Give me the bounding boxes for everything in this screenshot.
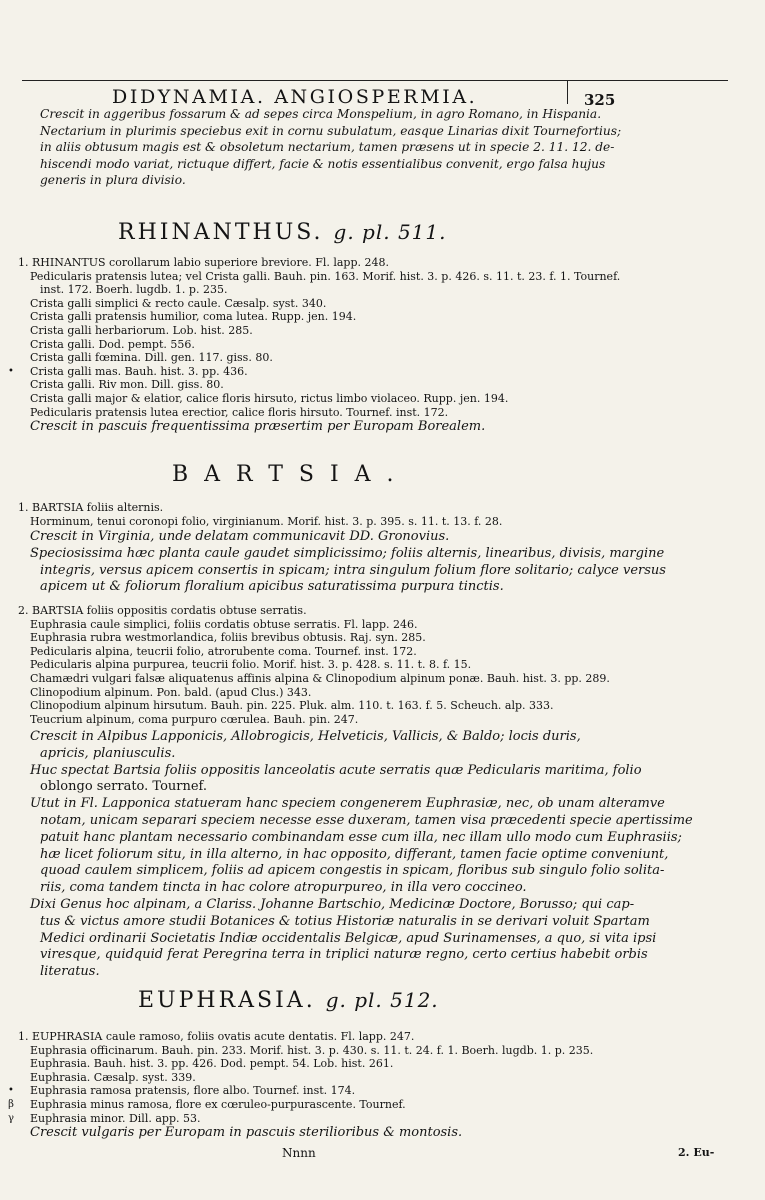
entry-line: Clinopodium alpinum hirsutum. Bauh. pin. 225. Pluk. alm. 110. t. 163. f. 5. Scheuch. alp. 333. <box>30 699 554 713</box>
entry-line: Clinopodium alpinum. Pon. bald. (apud Clus.) 343. <box>30 685 312 699</box>
entry-line: Crista galli. Dod. pempt. 556. <box>30 337 195 351</box>
entry-line: 1. RHINANTUS corollarum labio superiore breviore. Fl. lapp. 248. <box>18 256 389 269</box>
species-name: 2. BARTSIA foliis oppositis cordatis obtuse serratis. <box>18 604 307 617</box>
habitat-note: Crescit in pascuis frequentissima præsertim per Europam Borealem. <box>30 419 486 435</box>
entry-line: inst. 172. Boerh. lugdb. 1. p. 235. <box>40 283 228 297</box>
note-line: oblongo serrato. Tournef. <box>40 779 208 795</box>
note-line: quoad caulem simplicem, foliis ad apicem congestis in spicam, floribus sub singulo folio solita- <box>40 863 665 879</box>
note-line: patuit hanc plantam necessario combinandam esse cum illa, nec illam ullo modo cum Euphrasiis; <box>40 829 682 845</box>
habitat-note: Crescit vulgaris per Europam in pascuis sterilioribus & montosis. <box>30 1125 463 1141</box>
genus-name: RHINANTHUS. <box>118 220 324 245</box>
note-line: Medici ordinarii Societatis Indiæ occidentalis Belgicæ, apud Surinamenses, a quo, si vita ipsi <box>40 930 657 946</box>
genus-name: BARTSIA. <box>172 462 410 487</box>
genus-reference: g. pl. 512. <box>325 988 439 1012</box>
entry-line: • Euphrasia ramosa pratensis, flore albo. Tournef. inst. 174. <box>18 1084 733 1098</box>
bartsia-species-1-notes <box>18 529 733 596</box>
intro-line: in aliis obtusum magis est & obsoletum nectarium, tamen præsens ut in specie 2. 11. 12. de- <box>40 140 615 154</box>
genus-heading-rhinanthus <box>118 220 446 245</box>
header-divider <box>567 80 568 104</box>
note-line: notam, unicam separari speciem necesse esse duxeram, tamen visa præcedenti specie apertissime <box>40 812 693 828</box>
entry-line: Crista galli fœmina. Dill. gen. 117. giss. 80. <box>30 351 273 365</box>
entry-line: Euphrasia rubra westmorlandica, foliis brevibus obtusis. Raj. syn. 285. <box>30 631 426 645</box>
entry-marker: γ <box>8 1112 14 1124</box>
entry-line: Euphrasia. Cæsalp. syst. 339. <box>30 1070 196 1084</box>
intro-line: Crescit in aggeribus fossarum & ad sepes circa Monspelium, in agro Romano, in Hispania. <box>40 107 602 121</box>
entry-line: 1. EUPHRASIA caule ramoso, foliis ovatis acute dentatis. Fl. lapp. 247. <box>18 1030 415 1043</box>
entry-line: • Crista galli mas. Bauh. hist. 3. pp. 436. <box>18 365 733 379</box>
entry-line: Crista galli herbariorum. Lob. hist. 285. <box>30 323 253 337</box>
note-line: riis, coma tandem tincta in hac colore atropurpureo, in illa vero coccineo. <box>40 880 527 896</box>
genus-heading-bartsia <box>172 462 410 487</box>
entry-line: Crista galli major & elatior, calice floris hirsuto, rictus limbo violaceo. Rupp. jen. 194. <box>30 391 509 405</box>
entry-line: Crista galli pratensis humilior, coma lutea. Rupp. jen. 194. <box>30 310 357 324</box>
species-name: 1. BARTSIA foliis alternis. <box>18 501 164 514</box>
entry-line: Pedicularis alpina purpurea, teucrii folio. Morif. hist. 3. p. 428. s. 11. t. 8. f. 15. <box>30 658 472 672</box>
note-line: tus & victus amore studii Botanices & totius Historiæ naturalis in se derivari voluit Spartam <box>40 913 650 929</box>
entry-line: Horminum, tenui coronopi folio, virginianum. Morif. hist. 3. p. 395. s. 11. t. 13. f. 28. <box>30 514 503 528</box>
rhinanthus-entries <box>8 256 733 436</box>
note-line: Crescit in Alpibus Lapponicis, Allobrogicis, Helveticis, Vallicis, & Baldo; locis duris, <box>30 729 581 744</box>
bartsia-species-2-notes <box>18 729 733 981</box>
entry-line: γ Euphrasia minor. Dill. app. 53. <box>8 1111 201 1125</box>
bartsia-species-2 <box>18 604 733 726</box>
note-line: Utut in Fl. Lapponica statueram hanc speciem congenerem Euphrasiæ, nec, ob unam alteramve <box>30 796 665 812</box>
entry-line: Teucrium alpinum, coma purpuro cœrulea. Bauh. pin. 247. <box>30 712 359 726</box>
running-header <box>22 80 728 108</box>
note-line: apicem ut & foliorum floralium apicibus saturatissima purpura tinctis. <box>40 579 504 595</box>
note-line: literatus. <box>40 964 100 980</box>
note-line: Dixi Genus hoc alpinam, a Clariss. Johanne Bartschio, Medicinæ Doctore, Borusso; qui cap- <box>30 896 635 912</box>
entry-line: Euphrasia. Bauh. hist. 3. pp. 426. Dod. pempt. 54. Lob. hist. 261. <box>30 1057 394 1071</box>
intro-line: generis in plura divisio. <box>40 173 186 187</box>
entry-line: Crista galli. Riv mon. Dill. giss. 80. <box>30 378 224 392</box>
note-line: Speciosissima hæc planta caule gaudet simplicissimo; foliis alternis, linearibus, divisis, margine <box>30 545 665 561</box>
entry-marker: • <box>8 1085 14 1097</box>
genus-reference: g. pl. 511. <box>333 220 447 244</box>
entry-line: Euphrasia caule simplici, foliis cordatis obtuse serratis. Fl. lapp. 246. <box>30 617 418 631</box>
header-title: DIDYNAMIA. ANGIOSPERMIA. <box>112 86 478 108</box>
entry-line: β Euphrasia minus ramosa, flore ex cœruleo-purpurascente. Tournef. <box>18 1098 733 1112</box>
entry-line: Pedicularis pratensis lutea; vel Crista galli. Bauh. pin. 163. Morif. hist. 3. p. 426. s. 11. t. 23. f. 1. Tournef. <box>30 269 621 283</box>
note-line: Huc spectat Bartsia foliis oppositis lanceolatis acute serratis quæ Pedicularis maritima, folio <box>30 762 642 778</box>
signature-mark: Nnnn <box>282 1146 316 1160</box>
entry-line: Crista galli simplici & recto caule. Cæsalp. syst. 340. <box>30 296 327 310</box>
genus-name: EUPHRASIA. <box>138 988 316 1013</box>
page-number: 325 <box>584 91 616 109</box>
intro-paragraph <box>40 106 720 189</box>
catchword: 2. Eu- <box>678 1146 715 1159</box>
header-rule <box>22 80 728 81</box>
entry-marker: • <box>8 365 14 377</box>
note-line: integris, versus apicem consertis in spicam; intra singulum folium flore solitario; calyce versus <box>40 562 666 578</box>
entry-line: Pedicularis alpina, teucrii folio, atrorubente coma. Tournef. inst. 172. <box>30 644 417 658</box>
note-line: Crescit in Virginia, unde delatam communicavit DD. Gronovius. <box>30 529 450 544</box>
entry-line: Chamædri vulgari falsæ aliquatenus affinis alpina & Clinopodium alpinum ponæ. Bauh. hist. 3. pp. 289. <box>30 671 610 685</box>
note-line: apricis, planiusculis. <box>40 745 176 761</box>
note-line: viresque, quidquid ferat Peregrina terra in triplici naturæ regno, certo certius habebit orbis <box>40 947 648 963</box>
euphrasia-entries <box>8 1030 733 1142</box>
entry-line: Euphrasia officinarum. Bauh. pin. 233. Morif. hist. 3. p. 430. s. 11. t. 24. f. 1. Boerh. lugdb. 1. p. 235. <box>30 1043 594 1057</box>
note-line: hæ licet foliorum situ, in illa alterno, in hac opposito, differant, tamen facie optime conveniunt, <box>40 846 669 862</box>
entry-line: Pedicularis pratensis lutea erectior, calice floris hirsuto. Tournef. inst. 172. <box>30 405 449 419</box>
entry-marker: β <box>8 1098 14 1110</box>
bartsia-species-1 <box>18 501 733 528</box>
intro-line: hiscendi modo variat, rictuque differt, facie & notis essentialibus convenit, ergo falsa hujus <box>40 156 606 171</box>
intro-line: Nectarium in plurimis speciebus exit in cornu subulatum, easque Linarias dixit Tournefortius; <box>40 123 622 138</box>
genus-heading-euphrasia <box>138 988 439 1013</box>
